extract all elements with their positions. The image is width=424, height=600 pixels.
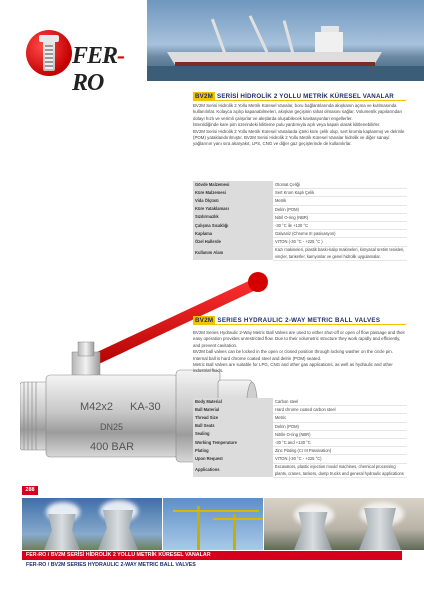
spec-key: Çalışma Sıcaklığı [193,222,273,230]
spec-value: VITON (-30 °C - +225 °C) [273,455,407,463]
spec-value: -30 °C ile +130 °C [273,222,407,230]
table-row [193,406,407,414]
table-row [193,422,407,430]
spec-key: Vida Ölçüsü [193,197,273,205]
cooling-towers-photo [22,498,162,550]
logo-bolt-emblem-icon [26,30,72,76]
spec-value: Nitrile O-ring (NBR) [273,430,407,438]
paragraph: Internal ball is hard chrome coated steel and delrin (POM) seated. [193,355,322,361]
spec-key: Gövde Malzemesi [193,181,273,189]
spec-value: Sert Krom Kaplı Çelik [273,189,407,197]
table-row [193,455,407,463]
paragraph: BV2M ball valves can be locked in the open or closed position through locking washer on the circle pin. [193,349,393,355]
paragraph: BV2M Series Hydraulic 2-Way Metric Ball Valves are used to either shut-off or open of flow passage and their easy operation provides unrestricted flow. Due to their volumetric structure they work rapidly and efficiently, and prevent cavitation. [193,330,405,348]
spec-value: Delrin (POM) [273,422,407,430]
section-divider [193,100,406,101]
spec-key: Özel Hallerde [193,238,273,246]
table-row [193,189,407,197]
valve-marking-size: DN25 [100,422,124,432]
spec-value: Zinc Plating (Cr III Passivation) [273,447,407,455]
fer-ro-logo [26,30,136,96]
table-row [193,213,407,221]
cargo-ship-photo [147,0,424,81]
table-row [193,205,407,213]
english-spec-table [193,398,407,478]
port-crane-photo [163,498,263,550]
spec-value: -30 °C and +130 °C [273,439,407,447]
spec-key: Kullanım Alanı [193,246,273,260]
page-number: 288 [22,486,38,495]
spec-value: Delrin (POM) [273,205,407,213]
spec-key: Sızdırmazlık [193,213,273,221]
turkish-section-title: BV2M SERİSİ HİDROLİK 2 YOLLU METRİK KÜRESEL VANALAR [195,93,394,100]
spec-key: Ball Material [193,406,273,414]
table-row [193,398,407,406]
valve-marking-model: KA-30 [130,401,161,413]
spec-value: Kazı makineleri, plastik baskı-kalıp makineleri, kimyasal üretim tesisleri, vinçler, tankerler, kamyonlar ve genel hidrolik uygulamalar. [273,246,407,260]
spec-key: Working Temperature [193,439,273,447]
turkish-description [193,103,407,148]
power-plant-photo [264,498,424,550]
table-row [193,439,407,447]
footer-turkish-title: FER-RO / BV2M SERİSİ HİDROLİK 2 YOLLU METRİK KÜRESEL VANALAR [22,551,402,560]
section-divider [193,324,406,325]
spec-key: Thread Size [193,414,273,422]
table-row [193,181,407,189]
paragraph: BV2M Serisi Hidrolik 2 Yollu Metrik Küresel Vanalar, boru bağlantılarında akışkanın açma ve kutlmasında kullanılırlar. Kolayca açılıp kapanabilmeleri, akışkan geçişinin rahat olmasını sağlar. Volumetrik yapılarından dolayı hızlı ve verimli çalışırlar ve akışlarda oluşabilecek kavitasyonları engellerler. [193,103,402,121]
english-description [193,330,407,375]
table-row [193,430,407,438]
spec-key: Plating [193,447,273,455]
table-row [193,197,407,205]
spec-value: Excavators, plastic injection mould machines, chemical processing plants, cranes, tankers, dump trucks and general hydraulic applications [273,463,407,477]
valve-marking-pressure: 400 BAR [90,441,135,453]
spec-value: VITON (-30 °C - +225 °C ) [273,238,407,246]
spec-value: Hard chrome coated carbon steel [273,406,407,414]
spec-key: Applications [193,463,273,477]
table-row [193,463,407,477]
spec-key: Küre Yataklaması [193,205,273,213]
paragraph: İstenildiğinde kare pim üzerindeki kilitleme pulu yardımıyla açık veya kapalı olarak kilitlenebilirler. [193,122,381,128]
spec-value: Metrik [273,197,407,205]
spec-key: Sealing [193,430,273,438]
spec-key: Küre Malzemesi [193,189,273,197]
spec-value: Carbon steel [273,398,407,406]
valve-marking-thread: M42x2 [80,401,114,413]
paragraph: Metric Ball Valves are suitable for LPG, CNG and other gas applications, as well as hydraulic and other industrial fluids. [193,362,393,374]
spec-value: Galvaniz (Chrome III pasivasyon) [273,230,407,238]
logo-wordmark: FER-RO [72,43,125,96]
table-row [193,222,407,230]
spec-value: Otomat Çeliği [273,181,407,189]
footer-english-title: FER-RO / BV2M SERIES HYDRAULIC 2-WAY METRIC BALL VALVES [26,562,196,568]
spec-value: Nitril O-ring (NBR) [273,213,407,221]
english-section-title: BV2M SERIES HYDRAULIC 2-WAY METRIC BALL VALVES [195,317,381,324]
table-row [193,447,407,455]
spec-value: Metric [273,414,407,422]
spec-key: Kaplama [193,230,273,238]
spec-key: Ball Seats [193,422,273,430]
spec-key: Upon Request [193,455,273,463]
spec-key: Body Material [193,398,273,406]
table-row [193,414,407,422]
paragraph: BV2M Serisi Hidrolik 2 Yollu Metrik Küresel Vanalarda içteki küre çelik olup, sert kromla kaplanmış ve delrinle (POM) yataklandırılmıştır. BV2M Serisi Hidrolik 2 Yollu Metrik Küresel Vanalar hidrolik ve diğer sanayi yağlarının yanı sıra akaryakıt, LPS, CNG ve diğer gaz geçişlerinde de kullanılırlar. [193,128,405,147]
